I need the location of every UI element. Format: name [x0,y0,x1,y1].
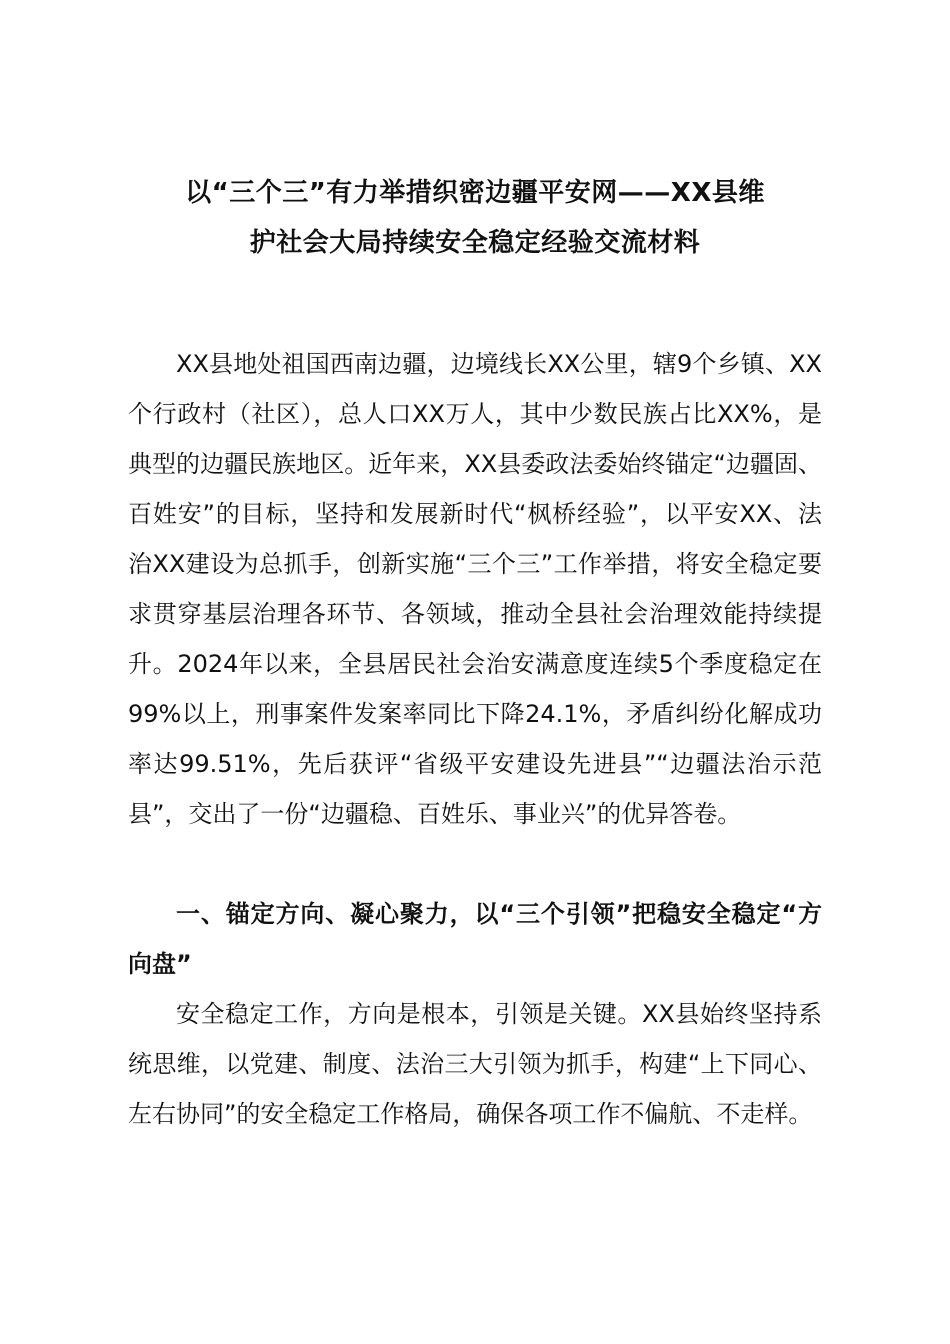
title-line-1: 以“三个三”有力举措织密边疆平安网——XX县维 [185,178,765,208]
intro-paragraph: XX县地处祖国西南边疆，边境线长XX公里，辖9个乡镇、XX个行政村（社区），总人口XX万人，其中少数民族占比XX%，是典型的边疆民族地区。近年来，XX县委政法委始终锚定“边疆固、百姓安”的目标，坚持和发展新时代“枫桥经验”，以平安XX、法治XX建设为总抓手，创新实施“三个三”工作举措，将安全稳定要求贯穿基层治理各环节、各领域，推动全县社会治理效能持续提升。2024年以来，全县居民社会治安满意度连续5个季度稳定在99%以上，刑事案件发案率同比下降24.1%，矛盾纠纷化解成功率达99.51%，先后获评“省级平安建设先进县”“边疆法治示范县”，交出了一份“边疆稳、百姓乐、事业兴”的优异答卷。 [128,350,822,828]
title-line-2: 护社会大局持续安全稳定经验交流材料 [249,228,701,258]
section-heading-1: 一、锚定方向、凝心聚力，以“三个引领”把稳安全稳定“方向盘” [128,900,822,978]
section-1-paragraph: 安全稳定工作，方向是根本，引领是关键。XX县始终坚持系统思维，以党建、制度、法治三大引领为抓手，构建“上下同心、左右协同”的安全稳定工作格局，确保各项工作不偏航、不走样。 [128,1000,822,1128]
document-title [128,168,822,268]
